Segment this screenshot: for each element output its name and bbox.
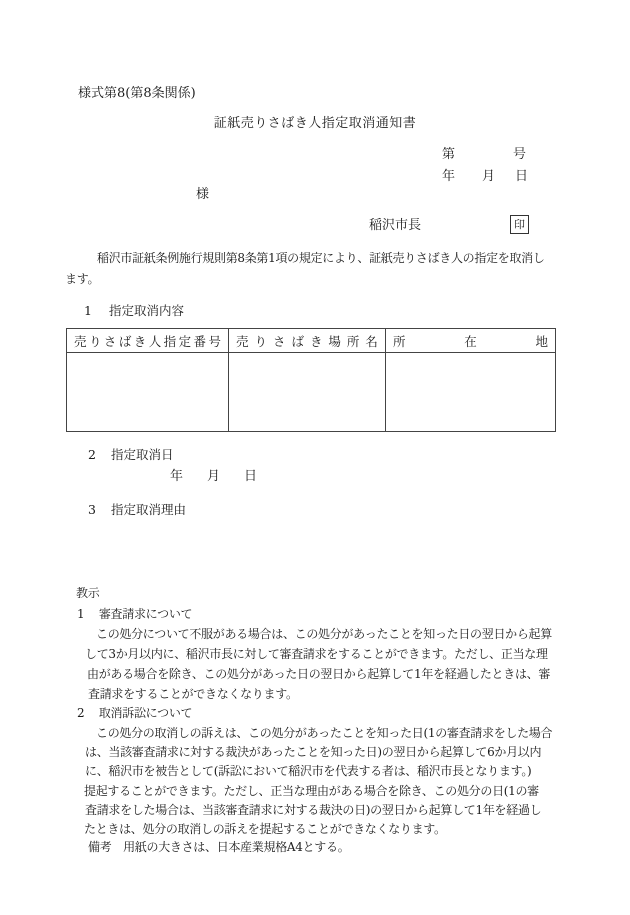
col-header-seller-number: 売 り さ ば き 人 指 定 番 号 xyxy=(67,329,229,353)
kyoji-item-2-title: 取消訴訟について xyxy=(98,706,193,720)
kyoji-item-1-line: して3か月以内に、稲沢市長に対して審査請求をすることができます。ただし、正当な理 xyxy=(85,647,548,661)
doc-number-prefix: 第 xyxy=(442,147,456,162)
section-3-heading xyxy=(88,503,186,517)
kyoji-item-2-line: は、当該審査請求に対する裁決があったことを知った日)の翌日から起算して6か月以内 xyxy=(85,745,542,759)
cancel-month-label: 月 xyxy=(207,469,221,484)
addressee-honorific: 様 xyxy=(196,187,210,202)
kyoji-heading: 教示 xyxy=(76,586,100,600)
kyoji-item-2-line: 提起することができます。ただし、正当な理由がある場合を除き、この処分の日(1の審 xyxy=(84,784,539,798)
cancel-year-label: 年 xyxy=(170,469,184,484)
table-header-row xyxy=(67,329,556,353)
kyoji-item-1-line: 査請求をすることができなくなります。 xyxy=(88,687,298,701)
inkan-seal-icon: 印 xyxy=(510,215,529,234)
section-2-label: 指定取消日 xyxy=(110,447,174,462)
kyoji-item-2-line: 査請求をした場合は、当該審査請求に対する裁決の日)の翌日から起算して1年を経過し xyxy=(85,803,542,817)
kyoji-item-1-line: 由がある場合を除き、この処分があった日の翌日から起算して1年を経過したときは、審 xyxy=(87,667,551,681)
cell-address xyxy=(386,353,556,432)
kyoji-item-2-line: この処分の取消しの訴えは、この処分があったことを知った日(1の審査請求をした場合 xyxy=(96,726,553,740)
cell-seller-number xyxy=(67,353,229,432)
section-3-number: 3 xyxy=(88,502,96,517)
date-year-label: 年 xyxy=(442,169,456,184)
body-paragraph-line-2: ます。 xyxy=(65,272,100,286)
section-1-heading xyxy=(84,304,184,318)
kyoji-item-1-number: 1 xyxy=(77,607,85,621)
date-day-label: 日 xyxy=(515,169,529,184)
issuer-title: 稲沢市長 xyxy=(369,218,422,233)
biko-note: 備考 用紙の大きさは、日本産業規格A4とする。 xyxy=(88,840,350,854)
kyoji-item-1-line: この処分について不服がある場合は、この処分があったことを知った日の翌日から起算 xyxy=(96,627,552,641)
kyoji-item-1-title: 審査請求について xyxy=(98,607,193,621)
kyoji-item-2-line: たときは、処分の取消しの訴えを提起することができなくなります。 xyxy=(84,822,446,836)
date-month-label: 月 xyxy=(482,169,496,184)
kyoji-item-2-line: に、稲沢市を被告として(訴訟において稲沢市を代表する者は、稲沢市長となります。) xyxy=(85,764,532,778)
cell-sales-place-name xyxy=(229,353,386,432)
section-2-number: 2 xyxy=(88,447,96,462)
kyoji-item-2-heading xyxy=(77,707,192,721)
body-paragraph-line-1: 稲沢市証紙条例施行規則第8条第1項の規定により、証紙売りさばき人の指定を取消し xyxy=(97,251,545,265)
kyoji-item-2-number: 2 xyxy=(77,706,85,720)
section-3-label: 指定取消理由 xyxy=(110,502,186,517)
kyoji-item-1-heading xyxy=(77,608,192,622)
col-header-address: 所 在 地 xyxy=(386,329,556,353)
section-1-label: 指定取消内容 xyxy=(108,303,184,318)
document-title: 証紙売りさばき人指定取消通知書 xyxy=(213,116,417,131)
form-reference: 様式第8(第8条関係) xyxy=(78,86,196,101)
cancel-day-label: 日 xyxy=(244,469,258,484)
section-2-heading xyxy=(88,448,173,462)
section-1-number: 1 xyxy=(84,303,92,318)
doc-number-suffix: 号 xyxy=(513,147,527,162)
table-row xyxy=(67,353,556,432)
col-header-sales-place-name: 売 り さ ば き 場 所 名 xyxy=(229,329,386,353)
cancellation-table xyxy=(66,328,556,432)
